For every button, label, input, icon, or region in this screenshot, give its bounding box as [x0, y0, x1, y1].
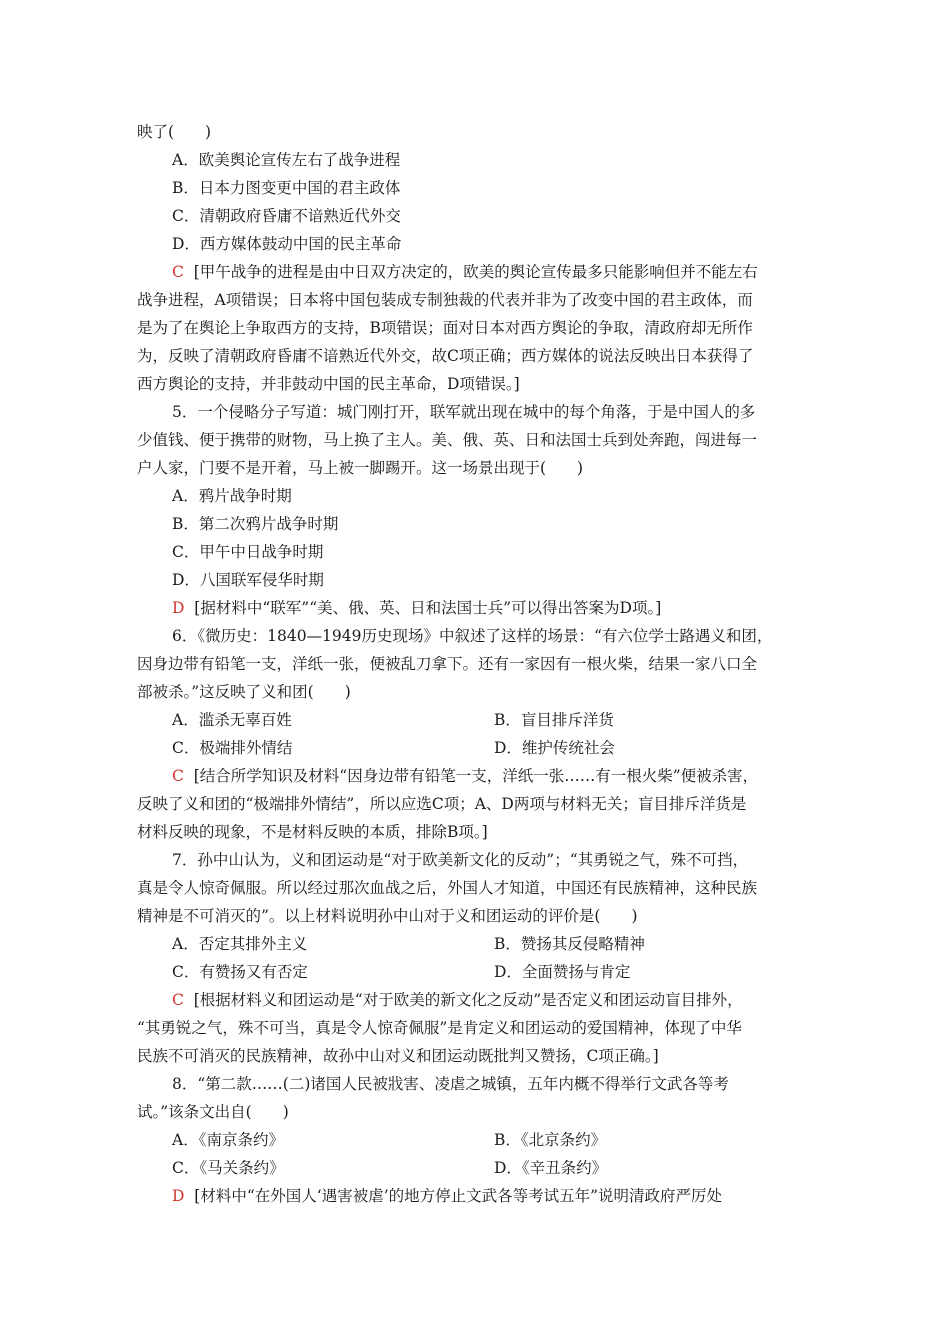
- q5-option-d: D．八国联军侵华时期: [172, 571, 324, 589]
- q4-option-a: A．欧美舆论宣传左右了战争进程: [172, 151, 401, 169]
- q7-stem-line-1: 7．孙中山认为，义和团运动是“对于欧美新文化的反动”；“其勇锐之气，殊不可挡，: [172, 851, 749, 869]
- q8-explanation-line-1: D [材料中“在外国人‘遇害被虐’的地方停止文武各等考试五年”说明清政府严厉处: [172, 1187, 723, 1205]
- q8-stem-line-1: 8．“第二款……(二)诸国人民被戕害、凌虐之城镇，五年内概不得举行文武各等考: [172, 1075, 729, 1093]
- q6-explanation-line-3: 材料反映的现象，不是材料反映的本质，排除B项。]: [137, 823, 488, 841]
- q8-option-b: B．《北京条约》: [494, 1131, 607, 1149]
- q5-explanation-line-1: D [据材料中“联军”“美、俄、英、日和法国士兵”可以得出答案为D项。]: [172, 599, 662, 617]
- q5-answer-letter: D: [172, 599, 185, 617]
- q4-explanation-line-2: 战争进程，A项错误；日本将中国包装成专制独裁的代表并非为了改变中国的君主政体，而: [137, 291, 753, 309]
- q7-option-b: B．赞扬其反侵略精神: [494, 935, 645, 953]
- q6-stem-line-1: 6．《微历史：1840—1949历史现场》中叙述了这样的场景：“有六位学士路遇义和团，: [172, 627, 773, 645]
- q8-answer-letter: D: [172, 1187, 185, 1205]
- q7-explanation-line-2: “其勇锐之气，殊不可当，真是令人惊奇佩服”是肯定义和团运动的爱国精神，体现了中华: [137, 1019, 742, 1037]
- q8-option-a: A．《南京条约》: [172, 1131, 284, 1149]
- q4-explanation-line-5: 西方舆论的支持，并非鼓动中国的民主革命，D项错误。]: [137, 375, 520, 393]
- q5-option-b: B．第二次鸦片战争时期: [172, 515, 339, 533]
- q4-explanation-line-4: 为，反映了清朝政府昏庸不谙熟近代外交，故C项正确；西方媒体的说法反映出日本获得了: [137, 347, 754, 365]
- q5-option-c: C．甲午中日战争时期: [172, 543, 324, 561]
- q6-option-b: B．盲目排斥洋货: [494, 711, 614, 729]
- q7-stem-line-2: 真是令人惊奇佩服。所以经过那次血战之后，外国人才知道，中国还有民族精神，这种民族: [137, 879, 758, 897]
- q6-explanation-line-2: 反映了义和团的“极端排外情结”，所以应选C项；A、D两项与材料无关；盲目排斥洋货是: [137, 795, 747, 813]
- q7-stem-line-3: 精神是不可消灭的”。以上材料说明孙中山对于义和团运动的评价是( ): [137, 907, 638, 925]
- q5-option-a: A．鸦片战争时期: [172, 487, 292, 505]
- q7-explanation-line-3: 民族不可消灭的民族精神，故孙中山对义和团运动既批判又赞扬，C项正确。]: [137, 1047, 659, 1065]
- q7-explanation-line-1: C [根据材料义和团运动是“对于欧美的新文化之反动”是否定义和团运动盲目排外，: [172, 991, 743, 1009]
- q5-stem-line-2: 少值钱、便于携带的财物，马上换了主人。美、俄、英、日和法国士兵到处奔跑，闯进每一: [137, 431, 758, 449]
- q5-stem-line-1: 5．一个侵略分子写道：城门刚打开，联军就出现在城中的每个角落，于是中国人的多: [172, 403, 756, 421]
- q6-explanation-line-1: C [结合所学知识及材料“因身边带有铅笔一支，洋纸一张……有一根火柴”便被杀害，: [172, 767, 759, 785]
- q6-answer-letter: C: [172, 767, 184, 785]
- q7-option-d: D．全面赞扬与肯定: [494, 963, 631, 981]
- q8-option-d: D．《辛丑条约》: [494, 1159, 608, 1177]
- q5-stem-line-3: 户人家，门要不是开着，马上被一脚踢开。这一场景出现于( ): [137, 459, 584, 477]
- q7-option-c: C．有赞扬又有否定: [172, 963, 308, 981]
- q4-explanation-line-1: C [甲午战争的进程是由中日双方决定的，欧美的舆论宣传最多只能影响但并不能左右: [172, 263, 758, 281]
- q7-answer-letter: C: [172, 991, 184, 1009]
- q6-stem-line-2: 因身边带有铅笔一支，洋纸一张，便被乱刀拿下。还有一家因有一根火柴，结果一家八口全: [137, 655, 758, 673]
- q6-stem-line-3: 部被杀。”这反映了义和团( ): [137, 683, 351, 701]
- q4-option-c: C．清朝政府昏庸不谙熟近代外交: [172, 207, 401, 225]
- q8-option-c: C．《马关条约》: [172, 1159, 285, 1177]
- q6-option-d: D．维护传统社会: [494, 739, 615, 757]
- q4-option-b: B．日本力图变更中国的君主政体: [172, 179, 401, 197]
- q4-answer-letter: C: [172, 263, 184, 281]
- q7-option-a: A．否定其排外主义: [172, 935, 308, 953]
- q6-option-c: C．极端排外情结: [172, 739, 293, 757]
- q6-option-a: A．滥杀无辜百姓: [172, 711, 292, 729]
- q4-option-d: D．西方媒体鼓动中国的民主革命: [172, 235, 402, 253]
- q4-stem-tail: 映了( ): [137, 123, 212, 141]
- q4-explanation-line-3: 是为了在舆论上争取西方的支持，B项错误；面对日本对西方舆论的争取，清政府却无所作: [137, 319, 753, 337]
- q8-stem-line-2: 试。”该条文出自( ): [137, 1103, 289, 1121]
